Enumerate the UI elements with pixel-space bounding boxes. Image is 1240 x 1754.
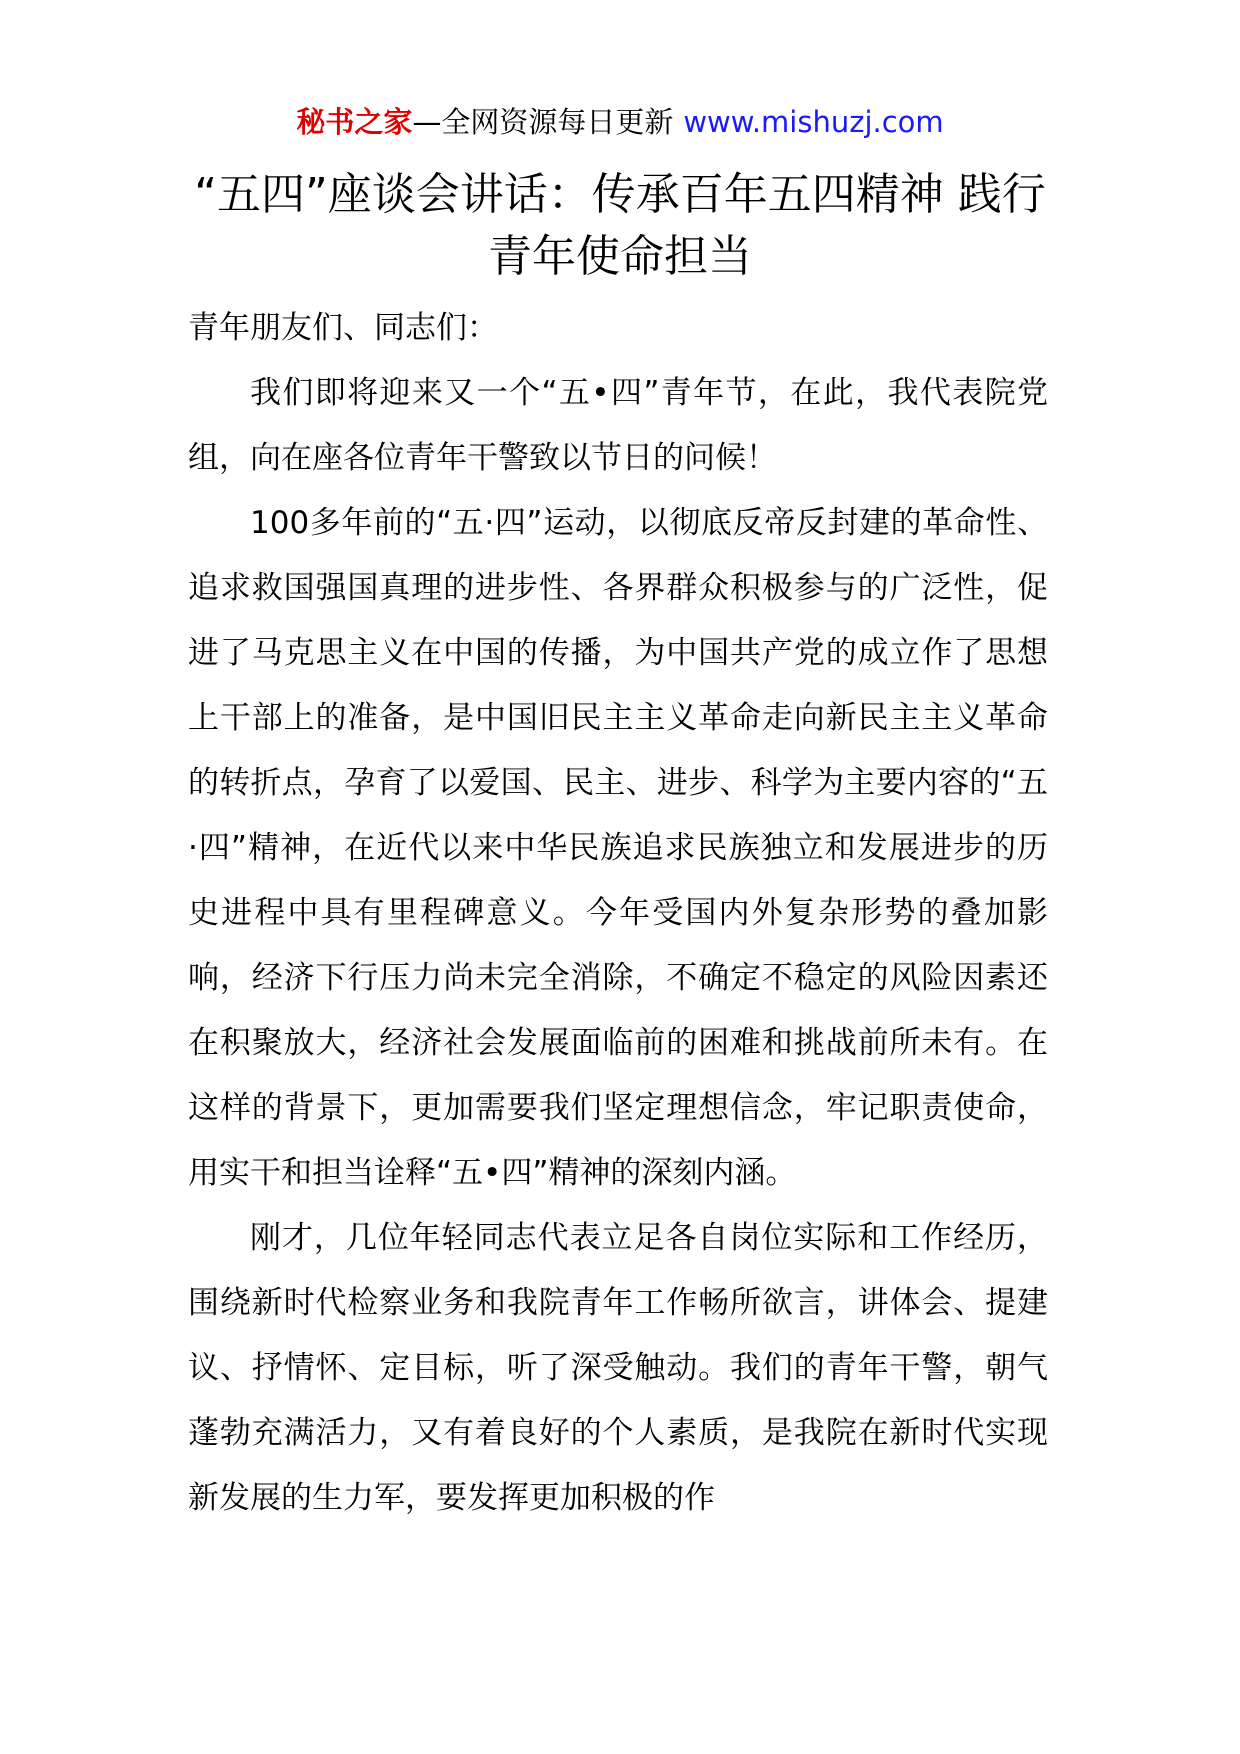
- site-tagline: —全网资源每日更新: [412, 105, 674, 139]
- paragraph: 100多年前的“五·四”运动，以彻底反帝反封建的革命性、追求救国强国真理的进步性、各界群众积极参与的广泛性，促进了马克思主义在中国的传播，为中国共产党的成立作了思想上干部上的准备，是中国旧民主主义革命走向新民主主义革命的转折点，孕育了以爱国、民主、进步、科学为主要内容的“五·四”精神，在近代以来中华民族追求民族独立和发展进步的历史进程中具有里程碑意义。今年受国内外复杂形势的叠加影响，经济下行压力尚未完全消除，不确定不稳定的风险因素还在积聚放大，经济社会发展面临前的困难和挑战前所未有。在这样的背景下，更加需要我们坚定理想信念，牢记职责使命，用实干和担当诠释“五•四”精神的深刻内涵。: [188, 505, 1048, 1191]
- document-title: “五四”座谈会讲话：传承百年五四精神 践行青年使命担当: [194, 169, 1046, 282]
- site-url[interactable]: www.mishuzj.com: [683, 105, 944, 139]
- site-header: [0, 102, 1240, 142]
- paragraph: 刚才，几位年轻同志代表立足各自岗位实际和工作经历，围绕新时代检察业务和我院青年工作畅所欲言，讲体会、提建议、抒情怀、定目标，听了深受触动。我们的青年干警，朝气蓬勃充满活力，又有着良好的个人素质，是我院在新时代实现新发展的生力军，要发挥更加积极的作: [188, 1220, 1048, 1516]
- paragraph: 我们即将迎来又一个“五•四”青年节，在此，我代表院党组，向在座各位青年干警致以节日的问候！: [188, 375, 1048, 476]
- salutation: 青年朋友们、同志们：: [188, 310, 498, 346]
- site-brand: 秘书之家: [296, 105, 413, 139]
- document-body: [188, 296, 1048, 1531]
